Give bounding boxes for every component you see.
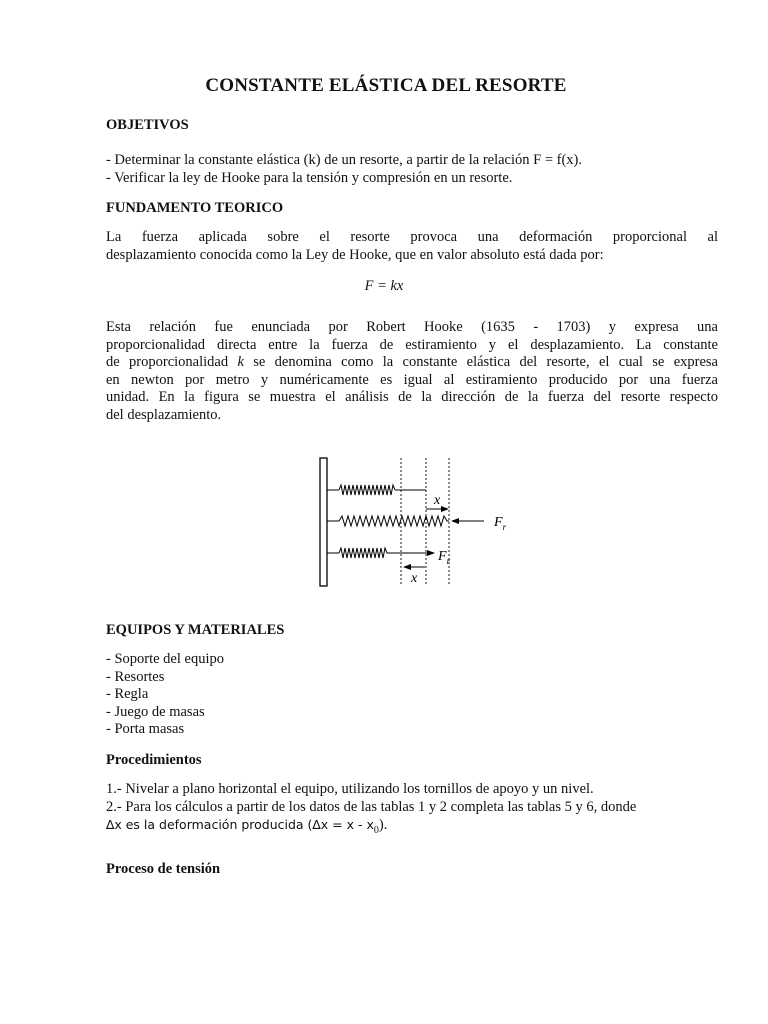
fundamento-heading: FUNDAMENTO TEORICO [106, 200, 284, 216]
paragraph-line: en newton por metro y numéricamente es igual al estiramiento producido por una fuerza [106, 371, 718, 388]
objetivo-item: - Determinar la constante elástica (k) de un resorte, a partir de la relación F = f(x). [106, 152, 582, 168]
label-x-top: x [434, 493, 441, 508]
equipo-item: - Porta masas [106, 721, 185, 738]
procedimientos-heading: Procedimientos [106, 752, 202, 768]
paragraph-line: del desplazamiento. [106, 406, 222, 423]
equipos-list [106, 651, 224, 739]
wall-support [320, 458, 327, 586]
page-title: CONSTANTE ELÁSTICA DEL RESORTE [205, 75, 567, 96]
procedimiento-step-2: 2.- Para los cálculos a partir de los datos de las tablas 1 y 2 completa las tablas 5 y 6, donde [106, 798, 637, 815]
spring-compressed [327, 548, 401, 558]
tension-heading: Proceso de tensión [106, 861, 221, 877]
equipos-heading: EQUIPOS Y MATERIALES [106, 622, 285, 638]
paragraph-line: de proporcionalidad k se denomina como la constante elástica del resorte, el cual se expresa [106, 354, 718, 371]
hooke-equation: F = kx [364, 278, 404, 294]
objetivos-heading: OBJETIVOS [106, 117, 189, 133]
equipo-item: - Regla [106, 686, 149, 703]
label-x-bottom: x [411, 571, 418, 586]
paragraph-line: Esta relación fue enunciada por Robert Hooke (1635 - 1703) y expresa una [106, 319, 718, 335]
paragraph-line: La fuerza aplicada sobre el resorte provoca una deformación proporcional al [106, 229, 718, 245]
spring-stretched [327, 516, 449, 526]
fundamento-paragraph-1 [106, 229, 718, 264]
fundamento-paragraph-2 [106, 319, 718, 425]
equipo-item: - Juego de masas [106, 703, 205, 720]
spring-force-figure [312, 452, 622, 592]
equipo-item: - Soporte del equipo [106, 651, 224, 667]
paragraph-line: desplazamiento conocida como la Ley de Hooke, que en valor absoluto está dada por: [106, 246, 604, 263]
label-fr-bottom: $F_r$ [438, 549, 451, 566]
equipo-item: - Resortes [106, 668, 165, 685]
objetivos-list [106, 152, 582, 187]
paragraph-line: unidad. En la figura se muestra el análisis de la dirección de la fuerza del resorte respecto [106, 389, 718, 406]
objetivo-item: - Verificar la ley de Hooke para la tensión y compresión en un resorte. [106, 169, 513, 186]
paragraph-line: proporcionalidad directa entre la fuerza de estiramiento y el desplazamiento. La constante [106, 336, 718, 353]
procedimiento-step-2-continuation: ∆x es la deformación producida $(\Delta x = x - x_0)$. [106, 817, 388, 837]
spring-natural [327, 485, 426, 495]
procedimiento-step-1: 1.- Nivelar a plano horizontal el equipo, utilizando los tornillos de apoyo y un nivel. [106, 781, 594, 797]
procedimientos-list [106, 781, 636, 840]
label-fr-top: $F_r$ [494, 515, 507, 532]
